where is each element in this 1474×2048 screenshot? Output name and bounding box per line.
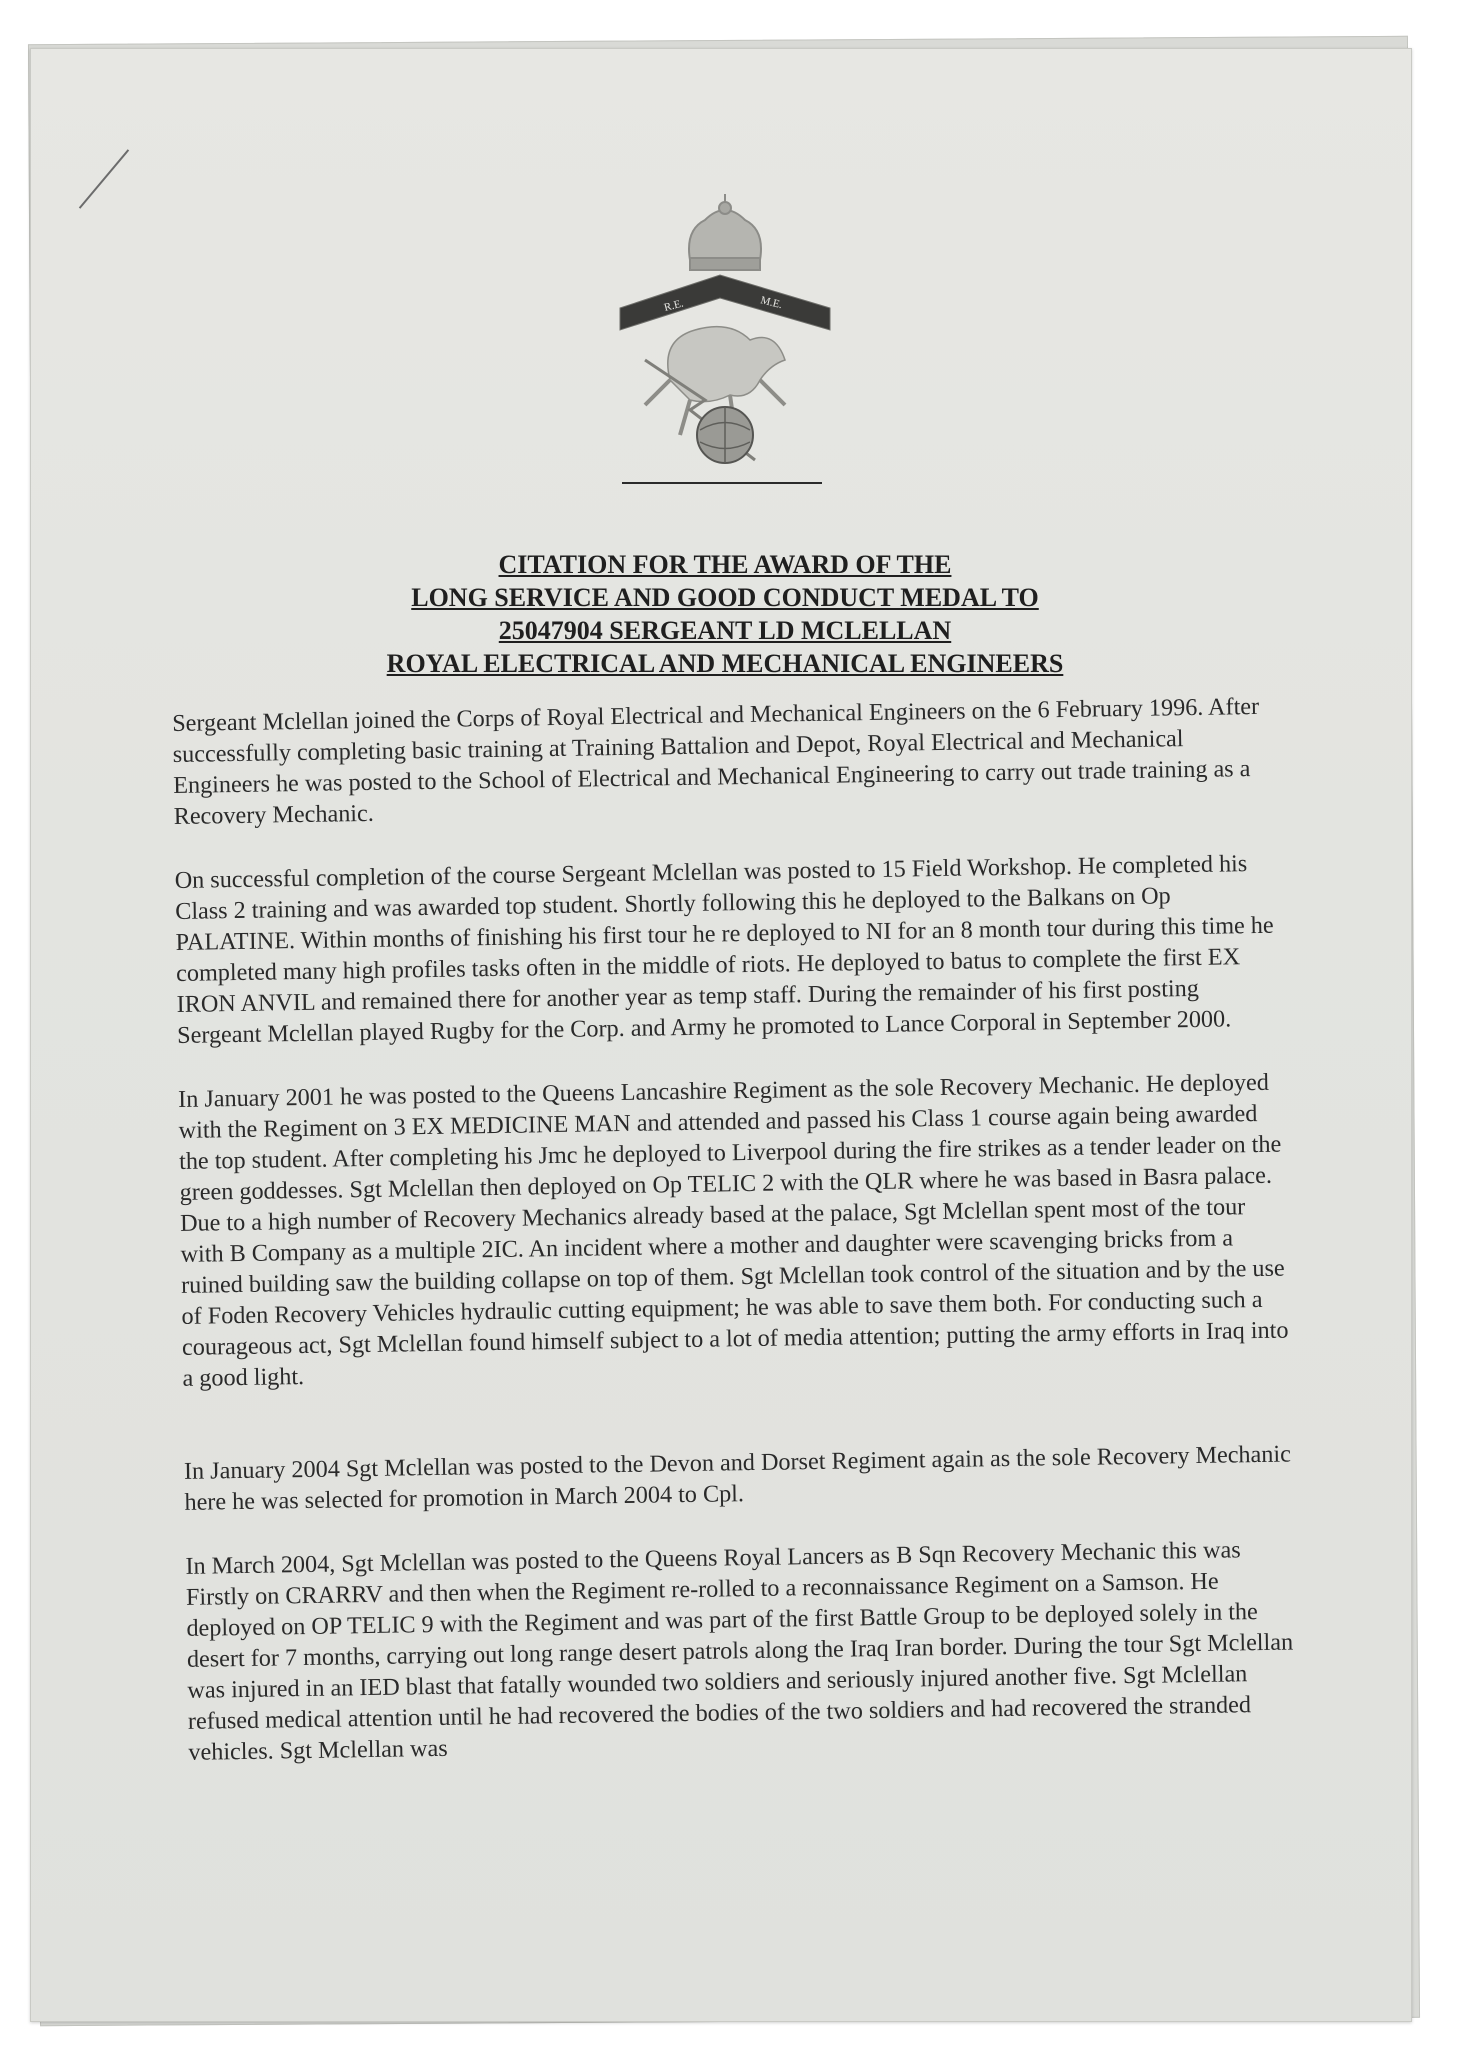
svg-text:M.E.: M.E. — [759, 294, 784, 312]
citation-body — [172, 691, 1299, 1801]
paragraph: In January 2004 Sgt Mclellan was posted to the Devon and Dorset Regiment again as the sole Recovery Mechanic here he was selected for promotion in March 2004 to Cpl. — [183, 1440, 1292, 1516]
paragraph: In March 2004, Sgt Mclellan was posted to the Queens Royal Lancers as B Sqn Recovery Mechanic this was Firstly on CRARRV and then when the Regiment re-rolled to a reconnaissance Regiment on a Samson. He deployed on OP TELIC 9 with the Regiment and was part of the first Battle Group to be deployed solely in the desert for 7 months, carrying out long range desert patrols along the Iraq Iran border. During the tour Sgt Mclellan was injured in an IED blast that fatally wounded two soldiers and seriously injured another five. Sgt Mclellan refused medical attention until he had recovered the bodies of the two soldiers and had recovered the stranded vehicles. Sgt Mclellan was — [185, 1536, 1294, 1766]
heading-line: LONG SERVICE AND GOOD CONDUCT MEDAL TO — [411, 583, 1039, 612]
svg-text:R.E.: R.E. — [662, 297, 685, 314]
heading-line: CITATION FOR THE AWARD OF THE — [498, 550, 952, 579]
citation-heading — [260, 548, 1190, 680]
heading-line: ROYAL ELECTRICAL AND MECHANICAL ENGINEERS — [386, 649, 1064, 678]
reme-crest-emblem — [610, 190, 840, 480]
paragraph: In January 2001 he was posted to the Queens Lancashire Regiment as the sole Recovery Mechanic. He deployed with the Regiment on 3 EX MEDICINE MAN and attended and passed his Class 1 course again being awarded the top student. After completing his Jmc he deployed to Liverpool during the fire strikes as a tender leader on the green goddesses. Sgt Mclellan then deployed on Op TELIC 2 with the QLR where he was based in Basra palace. Due to a high number of Recovery Mechanics already based at the palace, Sgt Mclellan spent most of the tour with B Company as a multiple 2IC. An incident where a mother and daughter were scavenging bricks from a ruined building saw the building collapse on top of them. Sgt Mclellan took control of the situation and by the use of Foden Recovery Vehicles hydraulic cutting equipment; he was able to save them both. For conducting such a courageous act, Sgt Mclellan found himself subject to a lot of media attention; putting the army efforts in Iraq into a good light. — [177, 1068, 1289, 1392]
staple-mark — [79, 149, 129, 209]
paragraph: On successful completion of the course Sergeant Mclellan was posted to 15 Field Workshop. He completed his Class 2 training and was awarded top student. Shortly following this he deployed to the Balkans on Op PALATINE. Within months of finishing his first tour he re deployed to NI for an 8 month tour during this time he completed many high profiles tasks often in the middle of riots. He deployed to batus to complete the first EX IRON ANVIL and remained there for another year as temp staff. During the remainder of his first posting Sergeant Mclellan played Rugby for the Corp. and Army he promoted to Lance Corporal in September 2000. — [174, 850, 1274, 1049]
heading-line: 25047904 SERGEANT LD MCLELLAN — [498, 616, 952, 645]
paragraph: Sergeant Mclellan joined the Corps of Royal Electrical and Mechanical Engineers on the 6 February 1996. After successfully completing basic training at Training Battalion and Depot, Royal Electrical and Mechanical Engineers he was posted to the School of Electrical and Mechanical Engineering to carry out trade training as a Recovery Mechanic. — [172, 692, 1260, 830]
crest-underline — [622, 482, 822, 484]
